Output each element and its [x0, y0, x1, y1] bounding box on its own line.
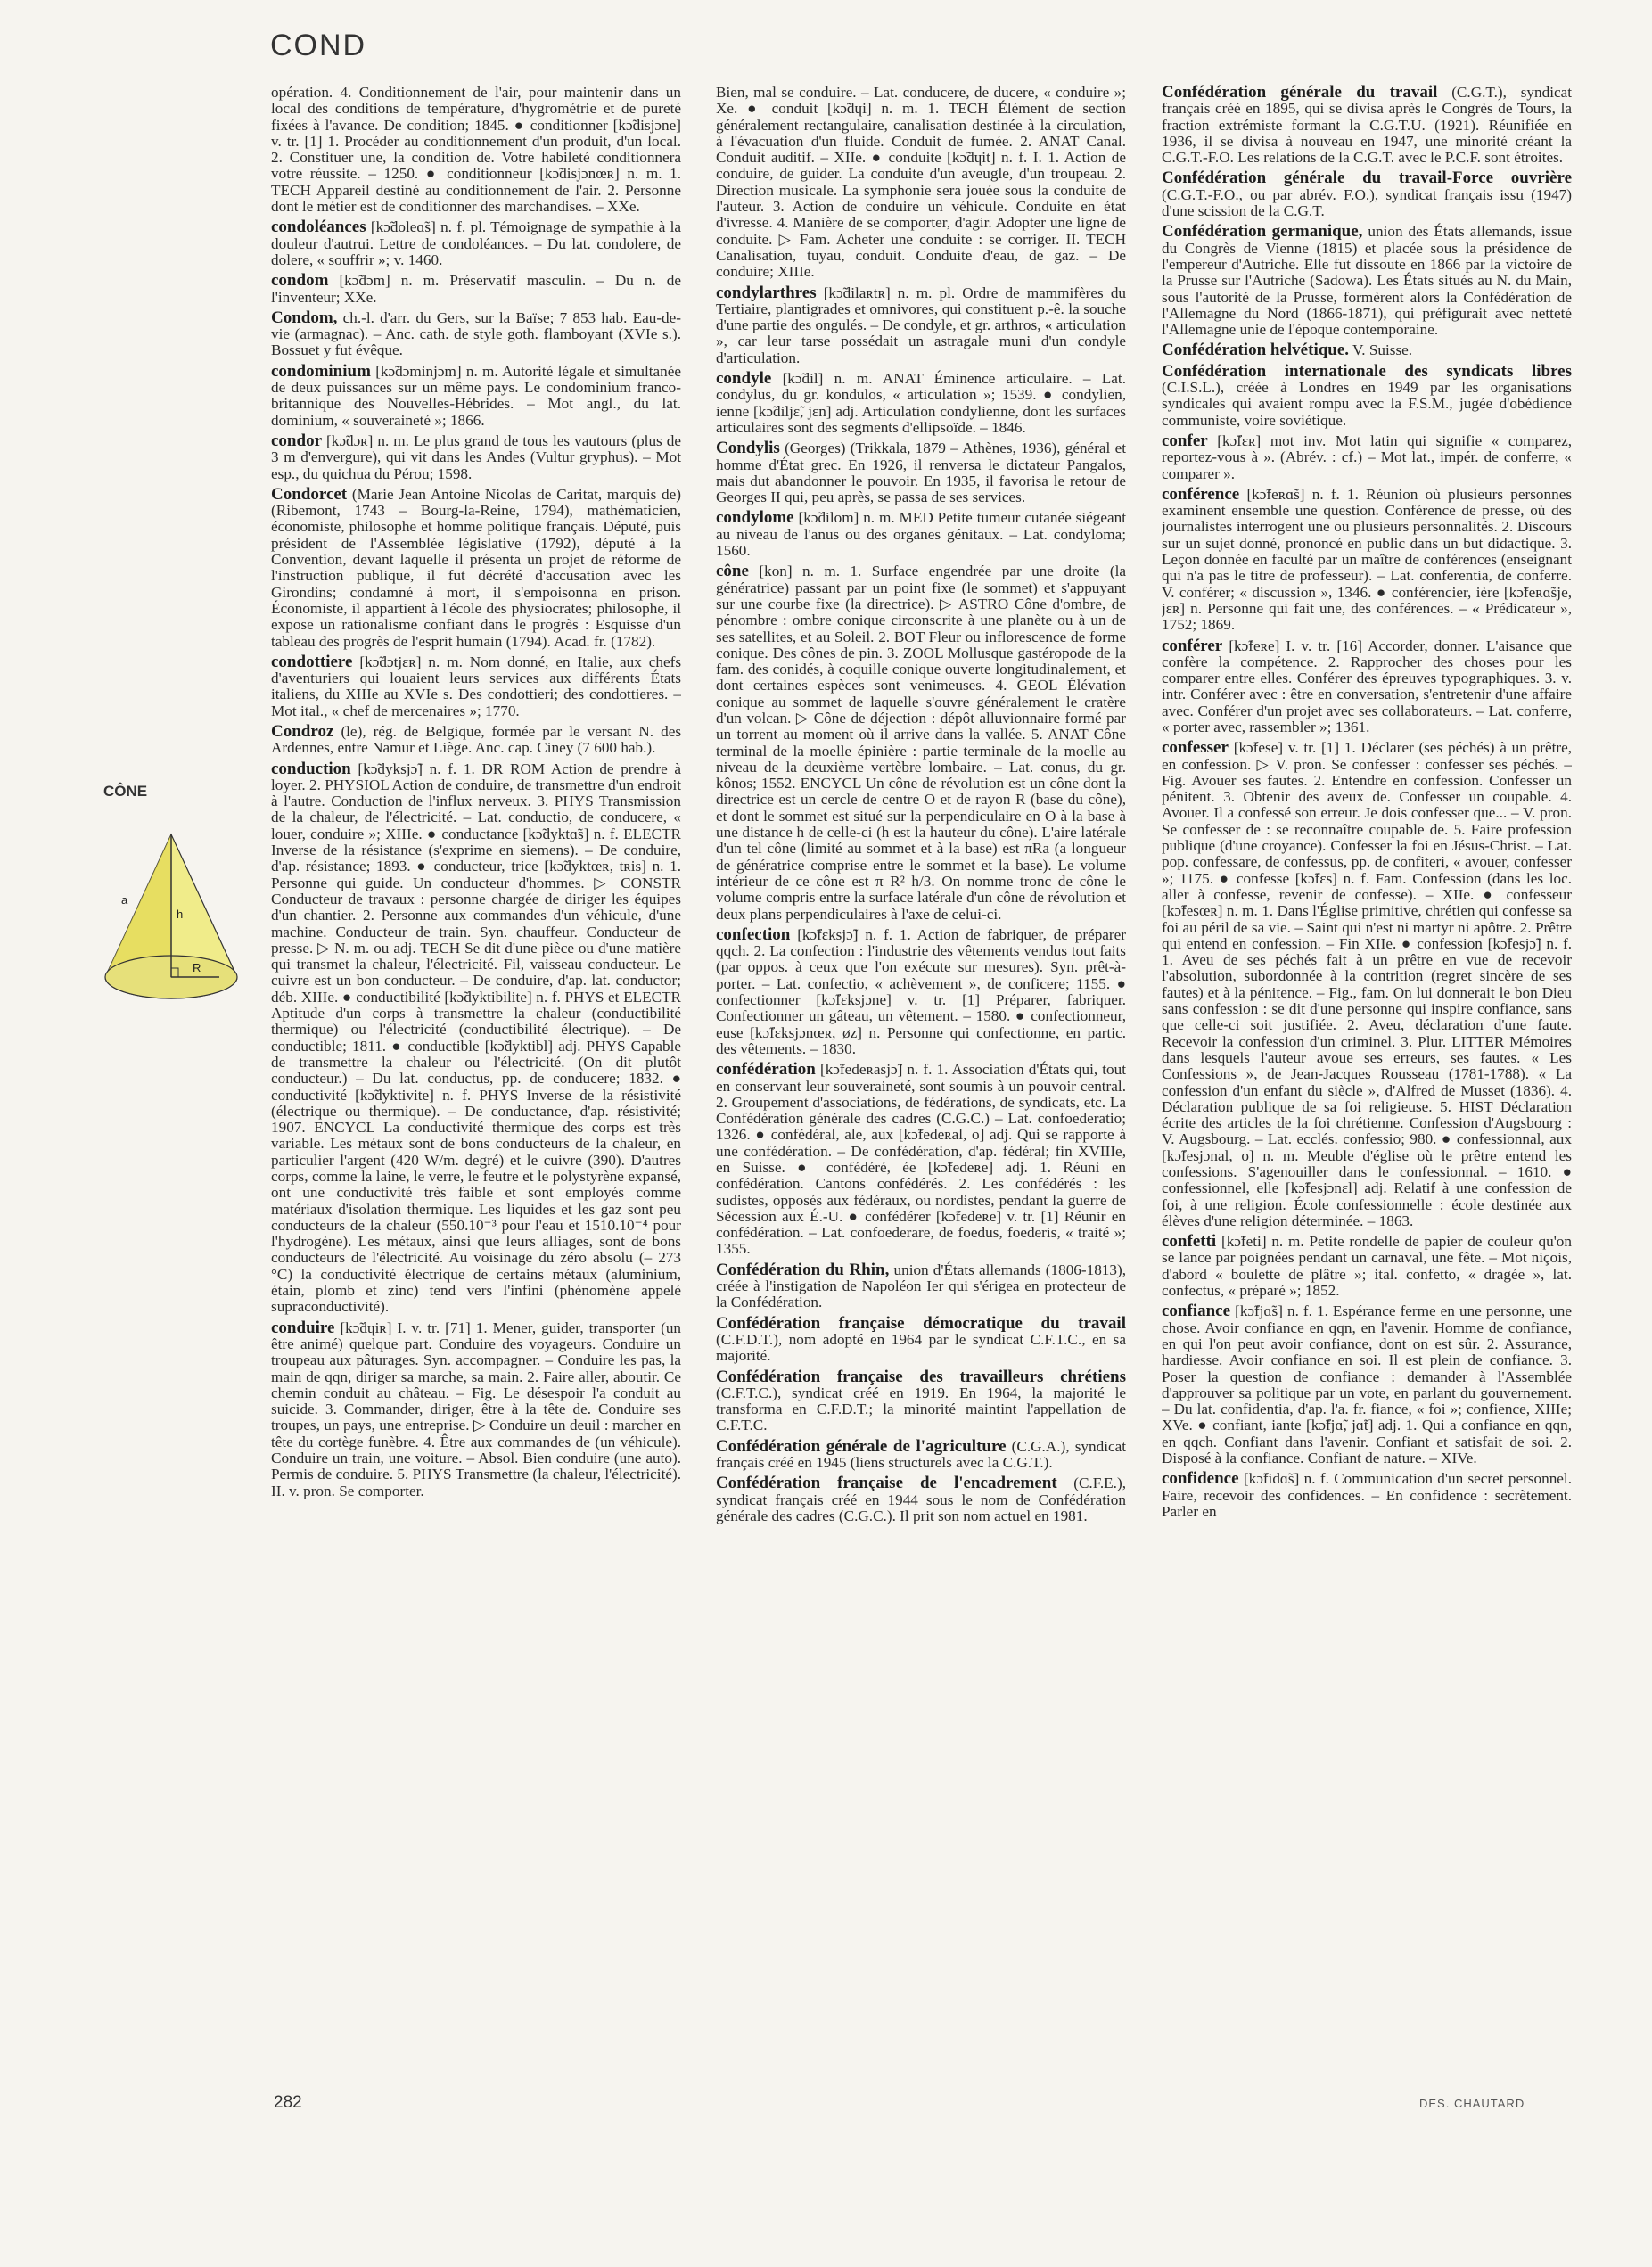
- entry-body: [kɔ̃dɥiʀ] I. v. tr. [71] 1. Mener, guider, transporter (un être animé) quelque part. Conduire des voyageurs. Conduire un troupeau aux pâturages. Syn. accompagner. – Conduire les pas, la main de qqn, diriger sa marche, sa main. 2. Faire aller, aboutir. Ce chemin conduit au château. – Fig. Le désespoir l'a conduit au suicide. 3. Commander, diriger, être à la tête de. Conduire ses troupes, un pays, une entreprise. ▷ Conduire un deuil : marcher en tête du cortège funèbre. 4. Être aux commandes de (un véhicule). Conduire un train, une voiture. – Absol. Bien conduire (une auto). Permis de conduire. 5. PHYS Transmettre (la chaleur, l'électricité). II. v. pron. Se comporter.: [271, 1318, 681, 1499]
- entry-body: (Georges) (Trikkala, 1879 – Athènes, 1936), général et homme d'État grec. En 1926, il renversa le dictateur Pangalos, mais dut abandonner le pouvoir. En 1935, il favorisa le retour de Georges II qui, peu après, se passa de ses services.: [716, 439, 1126, 506]
- entry-body: [kɔ̃doleɑ̃s] n. f. pl. Témoignage de sympathie à la douleur d'autrui. Lettre de condoléances. – Du lat. condolere, de dolere, « souffrir »; v. 1460.: [271, 218, 681, 268]
- dictionary-entry: [1162, 342, 1572, 358]
- entry-headword: condylome: [716, 508, 794, 528]
- dictionary-entry: [1162, 1234, 1572, 1299]
- dictionary-entry: [716, 1436, 1126, 1472]
- entry-body: [kɔ̃dilom] n. m. MED Petite tumeur cutanée siégeant au niveau de l'anus ou des organes génitaux. – Lat. condyloma; 1560.: [716, 509, 1126, 560]
- entry-body: union des États allemands, issue du Congrès de Vienne (1815) et placée sous la présidence de l'empereur d'Autriche. Elle fut dissoute en 1866 par la victoire de la Prusse sur l'Autriche (Sadowa). Les États situés au N. du Main, sous l'autorité de la Prusse, formèrent alors la Confédération de l'Allemagne du Nord (1866-1871), qui préfigurait avec netteté l'Allemagne unie de l'époque contemporaine.: [1162, 223, 1572, 339]
- entry-headword: Condorcet: [271, 484, 348, 504]
- dictionary-entry: [1162, 224, 1572, 338]
- dictionary-entry: [716, 85, 1126, 281]
- entry-headword: Confédération française démocratique du travail: [716, 1313, 1126, 1333]
- entry-body: [kɔ̃feʀɑ̃s] n. f. 1. Réunion où plusieurs personnes examinent ensemble une question. Conférence de presse, où des journalistes interrogent une ou plusieurs personnalités. 2. Discours sur un sujet donné, prononcé en public dans un but didactique. 3. Leçon donnée en faculté par un maître de conférences (enseignant qui n'a pas le titre de professeur). – Lat. conferentia, de conferre. V. conférer; « discussion », 1346. ● conférencier, ière [kɔ̃feʀɑ̃sje, jɛʀ] n. Personne qui fait une, des conférences. – « Prédicateur », 1752; 1869.: [1162, 485, 1572, 634]
- entry-headword: Condom,: [271, 308, 338, 327]
- entry-body: [kɔ̃dil] n. m. ANAT Éminence articulaire. – Lat. condylus, du gr. kondulos, « articulation »; 1539. ● condylien, ienne [kɔ̃diljɛ̃, jɛn] adj. Articulation condylienne, dont les surfaces articulaires sont des segments d'ellipsoïde. – 1846.: [716, 370, 1126, 436]
- side-label: a: [121, 893, 128, 907]
- dictionary-entry: [716, 371, 1126, 436]
- entry-body: (le), rég. de Belgique, formée par le versant N. des Ardennes, entre Namur et Liège. Anc. cap. Ciney (7 600 hab.).: [271, 722, 681, 757]
- entry-headword: Condroz: [271, 721, 334, 741]
- dictionary-entry: [716, 1313, 1126, 1365]
- dictionary-entry: [271, 219, 681, 268]
- entry-headword: conduire: [271, 1318, 335, 1337]
- entry-headword: condoléances: [271, 218, 366, 237]
- entry-headword: confesser: [1162, 738, 1229, 758]
- dictionary-entry: [1162, 85, 1572, 166]
- entry-headword: Confédération française de l'encadrement: [716, 1474, 1057, 1493]
- figure-label: CÔNE: [103, 783, 148, 800]
- entry-body: (C.G.A.), syndicat français créé en 1945 (liens structurels avec la C.G.T.).: [716, 1437, 1126, 1472]
- dictionary-entry: [1162, 484, 1572, 634]
- entry-body: (Marie Jean Antoine Nicolas de Caritat, marquis de) (Ribemont, 1743 – Bourg-la-Reine, 1794), mathématicien, économiste, philosophe et homme politique français. Député, puis président de l'Assemblée législative (1792), député à la Convention, devant laquelle il présenta un projet de réforme de l'instruction publique, il fut décrété d'accusation avec les Girondins; condamné à mort, il s'empoisonna en prison. Économiste, il appartient à l'école des physiocrates; philosophe, il expose un rationalisme confiant dans le progrès : Esquisse d'un tableau des progrès de l'esprit humain (1794). Acad. fr. (1782).: [271, 485, 681, 650]
- height-label: h: [177, 908, 184, 921]
- entry-body: Bien, mal se conduire. – Lat. conducere, de ducere, « conduire »; Xe. ● conduit [kɔ̃dɥi] n. m. 1. TECH Élément de section généralement rectangulaire, canalisation destinée à la circulation, à l'évacuation d'un fluide. Conduit de fumée. 2. ANAT Canal. Conduit auditif. – XIIe. ● conduite [kɔ̃dɥit] n. f. I. 1. Action de conduire, de guider. La conduite d'un aveugle, d'un troupeau. 2. Direction musicale. La symphonie sera jouée sous la conduite de l'auteur. 3. Action de conduire un véhicule. Conduite en état d'ivresse. 4. Manière de se comporter, d'agir. Adopter une ligne de conduite. ▷ Fam. Acheter une conduite : se corriger. II. TECH Canalisation, tuyau, conduit. Conduite d'eau, de gaz. – De conduire; XIIIe.: [716, 85, 1126, 281]
- dictionary-entry: [271, 433, 681, 482]
- entry-headword: confidence: [1162, 1469, 1239, 1489]
- entry-headword: Confédération germanique,: [1162, 222, 1363, 242]
- entry-body: [kɔ̃fjɑ̃s] n. f. 1. Espérance ferme en une personne, une chose. Avoir confiance en qqn, en l'avenir. Homme de confiance, en qui l'on peut avoir confiance, dont on est sûr. 2. Assurance, hardiesse. Avoir confiance en soi. Il est plein de confiance. 3. Poser la question de confiance : demander à l'Assemblée d'approuver sa politique par un vote, en parlant du gouvernement. – Du lat. confidentia, d'ap. l'a. fr. fiance, « foi »; confience, XIIIe; XVe. ● confiant, iante [kɔ̃fjɑ̃, jɑ̃t] adj. 1. Qui a confiance en qqn, en qqch. Confiant dans l'avenir. Confiant et satisfait de soi. 2. Disposé à la confiance. Confiant de nature. – XIVe.: [1162, 1302, 1572, 1467]
- dictionary-entry: [716, 510, 1126, 559]
- entry-body: [kɔ̃fidɑ̃s] n. f. Communication d'un secret personnel. Faire, recevoir des confidences. – En confidence : secrètement. Parler en: [1162, 1470, 1572, 1520]
- entry-body: (C.I.S.L.), créée à Londres en 1949 par les organisations syndicales qui avaient rompu avec la F.S.M., jugée d'obédience communiste, voire soviétique.: [1162, 379, 1572, 429]
- dictionary-entry: [271, 484, 681, 650]
- dictionary-entry: [716, 1369, 1126, 1434]
- column-left: [271, 85, 681, 2082]
- entry-body: [kɔ̃dɔʀ] n. m. Le plus grand de tous les vautours (plus de 3 m d'envergure), qui vit dans les Andes (Vultur gryphus). – Mot esp., du quichua du Pérou; 1598.: [271, 431, 681, 482]
- dictionary-entry: [1162, 1471, 1572, 1520]
- entry-body: [kon] n. m. 1. Surface engendrée par une droite (la génératrice) passant par un point fixe (le sommet) et s'appuyant sur une courbe fixe (la directrice). ▷ ASTRO Cône d'ombre, de pénombre : ombre conique circonscrite à une planète ou à un de ses satellites, et au Soleil. 2. BOT Fleur ou inflorescence de forme conique. Des cônes de pin. 3. ZOOL Mollusque gastéropode de la fam. des conidés, à coquille conique ouverte longitudinalement, et dont certaines espèces sont venimeuses. 4. GEOL Élévation conique au sommet de laquelle s'ouvre généralement le cratère d'un volcan. ▷ Cône de déjection : dépôt alluvionnaire formé par un torrent au moment où il arrive dans la vallée. 5. ANAT Cône terminal de la moelle épinière : partie terminale de la moelle au niveau de la deuxième vertèbre lombaire. – Lat. conus, du gr. kônos; 1552. ENCYCL Un cône de révolution est un cône dont la directrice est un cercle de centre O et de rayon R (base du cône), et dont le sommet est situé sur la perpendiculaire en O à la base à une distance h de celle-ci (h est la hauteur du cône). L'aire latérale d'un tel cône (limité au sommet et à la base) est πRa (a longueur de génératrice comprise entre le sommet et la base). Le volume intérieur de ce cône est π R² h/3. On nomme tronc de cône le volume compris entre la surface latérale d'un cône de révolution et deux plans perpendiculaires à l'axe de celui-ci.: [716, 563, 1126, 923]
- entry-headword: conférence: [1162, 484, 1240, 504]
- entry-headword: confection: [716, 924, 791, 944]
- dictionary-entry: [271, 273, 681, 306]
- entry-headword: Confédération helvétique.: [1162, 341, 1350, 360]
- dictionary-entry: [271, 654, 681, 719]
- cone-figure: [100, 829, 242, 1016]
- illustration-credit: DES. CHAUTARD: [1419, 2097, 1525, 2110]
- dictionary-entry: [716, 1262, 1126, 1311]
- dictionary-entry: [1162, 433, 1572, 482]
- entry-body: [kɔ̃dɔminjɔm] n. m. Autorité légale et simultanée de deux puissances sur un même pays. Le condominium franco-britannique des Nouvelles-Hébrides. – Mot angl., du lat. dominium, « souveraineté »; 1866.: [271, 362, 681, 429]
- entry-body: (C.F.D.T.), nom adopté en 1964 par le syndicat C.F.T.C., en sa majorité.: [716, 1330, 1126, 1365]
- entry-headword: condyle: [716, 369, 772, 389]
- dictionary-entry: [1162, 740, 1572, 1229]
- entry-body: (C.G.T.), syndicat français créé en 1895, qui se divisa après le Congrès de Tours, la fraction extrémiste formant la C.G.T.U. (1921). Réunifiée en 1936, il se divisa à nouveau en 1947, une minorité créant la C.G.T.-F.O. Les relations de la C.G.T. avec le P.C.F. sont étroites.: [1162, 85, 1572, 167]
- entry-headword: cône: [716, 562, 749, 581]
- entry-body: [kɔ̃feti] n. m. Petite rondelle de papier de couleur qu'on se lance par poignées pendant un carnaval, une fête. – Mot niçois, d'abord « boulette de plâtre »; ital. confetto, « dragée », lat. confectus, « préparé »; 1852.: [1162, 1233, 1572, 1300]
- radius-label: R: [193, 961, 201, 974]
- dictionary-entry: [716, 440, 1126, 505]
- entry-body: [kɔ̃dilaʀtʀ] n. m. pl. Ordre de mammifères du Tertiaire, plantigrades et omnivores, qui constituent p.-ê. la souche d'une partie des ongulés. – De condyle, et gr. arthros, « articulation », car leur tarse possédait un astragale muni d'un condyle d'articulation.: [716, 283, 1126, 366]
- dictionary-entry: [1162, 1303, 1572, 1466]
- dictionary-entry: [271, 361, 681, 429]
- entry-body: [kɔ̃dɔm] n. m. Préservatif masculin. – Du n. de l'inventeur; XXe.: [271, 272, 681, 306]
- entry-body: [kɔ̃fɛʀ] mot inv. Mot latin qui signifie « comparez, reportez-vous à ». (Abrév. : cf.) – Mot lat., impér. de conferre, « comparer ».: [1162, 431, 1572, 482]
- entry-headword: condor: [271, 431, 322, 450]
- dictionary-entry: [271, 310, 681, 359]
- entry-body: [kɔ̃feʀe] I. v. tr. [16] Accorder, donner. L'aisance que confère la compétence. 2. Rapprocher des choses pour les comparer entre elles. Conférer des épreuves typographiques. 3. v. intr. Conférer avec : être en conversation, s'entretenir d'une affaire avec. Conférer d'un projet avec ses collaborateurs. – Lat. conferre, « porter avec, rassembler »; 1361.: [1162, 637, 1572, 735]
- entry-headword: confiance: [1162, 1302, 1231, 1321]
- dictionary-entry: [1162, 361, 1572, 429]
- entry-headword: conférer: [1162, 636, 1223, 655]
- entry-headword: Confédération française des travailleurs chrétiens: [716, 1367, 1126, 1386]
- entry-body: (C.G.T.-F.O., ou par abrév. F.O.), syndicat français issu (1947) d'une scission de la C.G.T.: [1162, 185, 1572, 220]
- dictionary-entry: [1162, 170, 1572, 219]
- dictionary-entry: [716, 1475, 1126, 1524]
- entry-headword: confer: [1162, 431, 1208, 450]
- entry-body: (C.F.E.), syndicat français créé en 1944 sous le nom de Confédération générale des cadres (C.G.C.). Il prit son nom actuel en 1981.: [716, 1474, 1126, 1524]
- entry-body: [kɔ̃fɛksjɔ̃] n. f. 1. Action de fabriquer, de préparer qqch. 2. La confection : l'industrie des vêtements vendus tout faits (par oppos. à ceux que l'on exécute sur mesures). Syn. prêt-à-porter. – Lat. confectio, « achèvement », de conficere; 1155. ● confectionner [kɔ̃fɛksjɔne] v. tr. [1] Préparer, fabriquer. Confectionner un gâteau, un vêtement. – 1580. ● confectionneur, euse [kɔ̃fɛksjɔnœʀ, øz] n. Personne qui confectionne, en partic. des vêtements. – 1830.: [716, 925, 1126, 1057]
- dictionary-entry: [716, 285, 1126, 366]
- entry-body: union d'États allemands (1806-1813), créée à l'instigation de Napoléon Ier qui s'érigea en protecteur de la Confédération.: [716, 1261, 1126, 1311]
- dictionary-entry: [716, 1062, 1126, 1258]
- entry-headword: Confédération du Rhin,: [716, 1260, 890, 1279]
- entry-headword: condominium: [271, 361, 371, 381]
- dictionary-entry: [716, 924, 1126, 1057]
- dictionary-entry: [1162, 638, 1572, 736]
- column-middle: [716, 85, 1126, 2082]
- entry-headword: condylarthres: [716, 283, 817, 302]
- entry-headword: condottiere: [271, 652, 353, 671]
- entry-headword: Confédération internationale des syndicats libres: [1162, 361, 1572, 381]
- entry-body: V. Suisse.: [1352, 341, 1413, 359]
- column-right: [1162, 85, 1572, 2082]
- entry-headword: Condylis: [716, 439, 780, 458]
- dictionary-entry: [271, 85, 681, 215]
- dictionary-entry: [271, 721, 681, 757]
- dictionary-entry: [716, 563, 1126, 923]
- dictionary-entry: [271, 761, 681, 1316]
- entry-body: [kɔ̃dɔtjɛʀ] n. m. Nom donné, en Italie, aux chefs d'aventuriers qui louaient leurs services aux différents États italiens, du XIIIe au XVIe s. Des condottieri; des condottieres. – Mot ital., « chef de mercenaires »; 1770.: [271, 653, 681, 719]
- entry-headword: Confédération générale de l'agriculture: [716, 1436, 1007, 1456]
- entry-body: (C.F.T.C.), syndicat créé en 1919. En 1964, la majorité le transforma en C.F.D.T.; la minorité maintint l'appellation de C.F.T.C.: [716, 1384, 1126, 1434]
- entry-headword: confetti: [1162, 1232, 1217, 1252]
- entry-body: [kɔ̃dyksjɔ̃] n. f. 1. DR ROM Action de prendre à loyer. 2. PHYSIOL Action de conduire, de transmettre d'un endroit à l'autre. Conduction de l'influx nerveux. 3. PHYS Transmission de la chaleur, de l'électricité. – Lat. conductio, de conducere, « louer, conduire »; XIIIe. ● conductance [kɔ̃dyktɑ̃s] n. f. ELECTR Inverse de la résistance (s'exprime en siemens). – De conduire, d'ap. résistance; 1893. ● conducteur, trice [kɔ̃dyktœʀ, tʀis] n. 1. Personne qui guide. Un conducteur d'hommes. ▷ CONSTR Conducteur de travaux : personne chargée de diriger les équipes d'un chantier. 2. Personne aux commandes d'un véhicule, d'une machine. Conducteur de train. Syn. chauffeur. Conducteur de presse. ▷ N. m. ou adj. TECH Se dit d'une pièce ou d'une matière qui transmet la chaleur, l'électricité. Fil, vaisseau conducteur. Le cuivre est un bon conducteur. – De conduire, d'ap. lat. conductor; déb. XIIIe. ● conductibilité [kɔ̃dyktibilite] n. f. PHYS et ELECTR Aptitude d'un corps à transmettre la chaleur (conductibilité thermique) ou l'électricité (conductibilité électrique). – De conductible; 1811. ● conductible [kɔ̃dyktibl] adj. PHYS Capable de transmettre la chaleur ou l'électricité. (On dit plutôt conducteur.) – Du lat. conductus, pp. de conducere; 1832. ● conductivité [kɔ̃dyktivite] n. f. PHYS Inverse de la résistivité (électrique ou thermique). – De conductance, d'ap. résistivité; 1907. ENCYCL La conductivité thermique des corps est très variable. Les métaux sont de bons conducteurs de la chaleur, en particulier l'argent (420 W/m. degré) et le cuivre (390). D'autres corps, comme la laine, le verre, le feutre et le polystyrène expansé, ont une conductivité très faible et sont employés comme matériaux d'isolation thermique. Les liquides et les gaz sont peu conducteurs de la chaleur (550.10⁻³ pour l'eau et 1510.10⁻⁴ pour l'hydrogène). Les métaux, ainsi que leurs alliages, sont de bons conducteurs de l'électricité. Au voisinage du zéro absolu (– 273 °C) la conductivité électrique de certains métaux (aluminium, étain, plomb et zinc) tend vers l'infini (phénomène appelé supraconductivité).: [271, 760, 681, 1316]
- entry-headword: conduction: [271, 759, 351, 778]
- page-number: 282: [274, 2093, 302, 2112]
- entry-body: ch.-l. d'arr. du Gers, sur la Baïse; 7 853 hab. Eau-de-vie (armagnac). – Anc. cath. de style goth. flamboyant (XVIe s.). Bossuet y fut évêque.: [271, 308, 681, 359]
- page-header: COND: [270, 29, 367, 62]
- entry-headword: Confédération générale du travail: [1162, 85, 1438, 102]
- entry-headword: Confédération générale du travail-Force ouvrière: [1162, 168, 1572, 188]
- entry-headword: confédération: [716, 1060, 816, 1080]
- entry-headword: condom: [271, 271, 329, 291]
- dictionary-entry: [271, 1320, 681, 1499]
- entry-body: opération. 4. Conditionnement de l'air, pour maintenir dans un local des conditions de température, d'hygrométrie et de pureté fixées à l'avance. De condition; 1845. ● conditionner [kɔ̃disjɔne] v. tr. [1] 1. Procéder au conditionnement d'un produit, d'un local. 2. Constituer une, la condition de. Votre habileté conditionnera votre réussite. – 1250. ● conditionneur [kɔ̃disjɔnœʀ] n. m. 1. TECH Appareil destiné au conditionnement de l'air. 2. Personne dont le métier est de conditionner des marchandises. – XXe.: [271, 85, 681, 216]
- entry-body: [kɔ̃fedeʀasjɔ̃] n. f. 1. Association d'États qui, tout en conservant leur souveraineté, sont soumis à un pouvoir central. 2. Groupement d'associations, de fédérations, de syndicats, etc. La Confédération générale des cadres (C.G.C.) – Lat. confoederatio; 1326. ● confédéral, ale, aux [kɔ̃fedeʀal, o] adj. Qui se rapporte à une confédération. – De confédération, d'ap. fédéral; fin XVIIIe, en Suisse. ● confédéré, ée [kɔ̃fedeʀe] adj. 1. Réuni en confédération. Cantons confédérés. 2. Les confédérés : les sudistes, opposés aux fédéraux, ou nordistes, pendant la guerre de Sécession aux É.-U. ● confédérer [kɔ̃fedeʀe] v. tr. [1] Réunir en confédération. – Lat. confoederare, de foedus, foederis, « traité »; 1355.: [716, 1061, 1126, 1258]
- entry-body: [kɔ̃fese] v. tr. [1] 1. Déclarer (ses péchés) à un prêtre, en confession. ▷ V. pron. Se confesser : confesser ses péchés. – Fig. Avouer ses fautes. 2. Entendre en confession. Confesser un pénitent. 3. Obtenir des aveux de. Confesser un coupable. 4. Avouer. Il a confessé son erreur. Je dois confesser que... – V. pron. Se confesser de : se reconnaître coupable de. 5. Faire profession publique (d'une croyance). Confesser la foi en Jésus-Christ. – Lat. pop. confessare, de confessus, pp. de confiteri, « avouer, confesser »; 1175. ● confesse [kɔ̃fɛs] n. f. Fam. Confession (dans les loc. aller à confesse, revenir de confesse). – XIIe. ● confesseur [kɔ̃fesœʀ] n. m. 1. Dans l'Église primitive, chrétien qui confesse sa foi au péril de sa vie. – Saint qui n'est ni martyr ni apôtre. 2. Prêtre qui entend en confession. – Fin XIIe. ● confession [kɔ̃fesjɔ̃] n. f. 1. Aveu de ses péchés fait à un prêtre en vue de recevoir l'absolution, subordonnée à la contrition (regret sincère de ses fautes) et à la pénitence. – Fig., fam. On lui donnerait le bon Dieu sans confession : se dit d'une personne qui inspire confiance, sans que celle-ci soit justifiée. 2. Aveu, déclaration d'une faute. Recevoir la confession d'un criminel. 3. Plur. LITTER Mémoires dans lesquels l'auteur avoue ses erreurs, ses fautes. « Les Confessions », de Jean-Jacques Rousseau (1781-1788). « La confession d'un enfant du siècle », d'Alfred de Musset (1836). 4. Déclaration publique de sa foi religieuse. 5. HIST Déclaration écrite des articles de la foi chrétienne. Confession d'Augsbourg : V. Augsbourg. – Lat. ecclés. confessio; 980. ● confessionnal, aux [kɔ̃fesjɔnal, o] n. m. Meuble d'église où le prêtre entend les confessions. S'agenouiller dans le confessionnal. – 1610. ● confessionnel, elle [kɔ̃fesjɔnɛl] adj. Relatif à une confession de foi, à une religion. École confessionnelle : école destinée aux élèves d'une religion déterminée. – 1863.: [1162, 739, 1572, 1229]
